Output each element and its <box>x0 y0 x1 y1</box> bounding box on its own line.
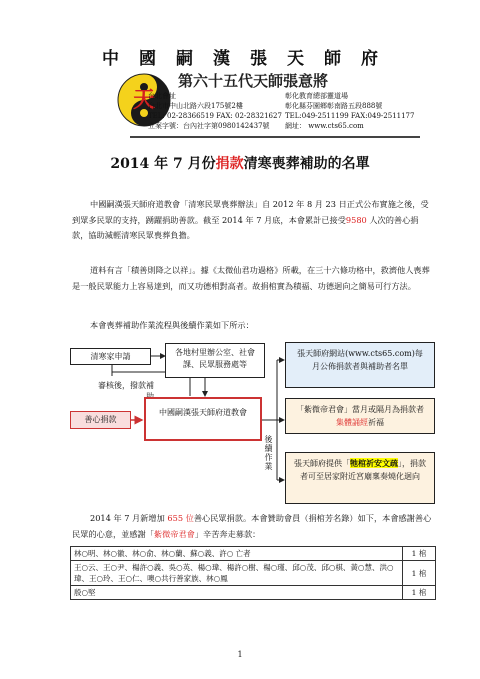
donor-table <box>70 546 436 600</box>
tablet-text: 張天師府提供「 <box>294 459 350 468</box>
address-line: TEL:049-2511199 FAX:049-2511177 <box>285 112 415 120</box>
center-box: 中國嗣漢張天師府道教會 <box>144 397 262 441</box>
ziwei-name: 紫微帝君會 <box>153 528 195 539</box>
donor-count: 1 棺 <box>403 586 436 600</box>
website-line[interactable]: 網址： www.cts65.com <box>285 122 364 130</box>
address-line: 彰化縣芬園鄉彰南路五段888號 <box>285 102 383 110</box>
master-subtitle: 第六十五代天師張意將 <box>178 72 329 90</box>
para1-text-end: 人次的善心捐款，協助減輕清寒民眾喪葬負擔。 <box>72 214 419 240</box>
address-line: 台北會址 <box>148 92 176 100</box>
address-line: TEL: 02-28366519 FAX: 02-28321627 <box>148 112 282 120</box>
ziwei-red: 集體誦經 <box>336 418 368 427</box>
para4-text: 2014 年 7 月新增加 <box>90 513 168 523</box>
offices-box: 各地村里辦公室、社會課、民眾服務處等 <box>165 343 265 378</box>
page-number: 1 <box>237 650 243 659</box>
tablet-bold: 牠棺祈安文疏 <box>350 458 398 468</box>
ziwei-text: 「紫微帝君會」當月或隔月為捐款者 <box>296 405 424 414</box>
donor-names: 王○云、王○尹、楊許○義、吳○英、楊○瑋、楊許○樹、楊○瑾、邱○茂、邱○棋、黃○慧、洪○瑋、王○玲、王○仁、噢○共行善家族、林○鳳 <box>71 561 403 586</box>
org-title: 中國嗣漢張天師府 <box>102 49 398 69</box>
table-row <box>71 586 436 600</box>
table-row <box>71 547 436 561</box>
para3-text: 本會喪葬補助作業流程與後續作業如下所示： <box>90 320 254 330</box>
address-line: 立案字號：台內社字第0980142437號 <box>148 122 270 130</box>
title-highlight: 捐款 <box>215 156 244 172</box>
title-suffix: 清寒喪葬補助的名單 <box>243 156 370 172</box>
donor-names: 林○明、林○徽、林○俞、林○蘭、蘇○義、許○ 亡者 <box>71 547 403 561</box>
donor-count: 1 棺 <box>403 547 436 561</box>
followup-label: 後續作業 <box>264 435 273 471</box>
tablet-box <box>285 452 435 504</box>
title-prefix: 2014 年 7 月份 <box>110 156 216 172</box>
address-line: 彰化教育總部靈道場 <box>285 92 348 100</box>
address-line: 台北市中山北路六段175號2樓 <box>148 102 243 110</box>
para1-text: 中國嗣漢張天師府道教會「清寒民眾喪葬辦法」自 2012 年 8 月 23 日正式公布實施之後，受到眾多民眾的支持，踴躍捐助善款。截至 2014 年 7 月底，本會累計已接受 <box>72 199 429 225</box>
applicant-box: 清寒家申請 <box>70 348 151 365</box>
donor-names: 殷○堅 <box>71 586 403 600</box>
table-row <box>71 561 436 586</box>
tablet-end: 」，捐款者可至居家附近宮廟稟奏燒化迴向 <box>300 459 426 481</box>
review-label: 審核後，撥款補 <box>98 381 154 390</box>
donor-count: 1 棺 <box>403 561 436 586</box>
ziwei-box <box>285 398 435 434</box>
para4-text-end: 」辛苦奔走募款： <box>194 528 261 539</box>
para4-text-mid: 善心民眾捐款。本會贊助會員（捐棺芳名錄）如下，本會感謝善心民眾的心意，並感謝「 <box>72 513 432 539</box>
new-donor-count: 655 位 <box>167 513 194 523</box>
donor-box: 善心捐款 <box>70 411 131 429</box>
website-box: 張天師府網站(www.cts65.com)每月公佈捐款者與補助者名單 <box>285 342 435 388</box>
para2-text: 道料有言「積善則降之以祥」。據《太微仙君功過格》所載，在三十六條功格中，救濟他人喪葬是一般民眾能力上容易達到，而又功德相對高者。故捐棺實為積福、功德迴向之簡易可行方法。 <box>72 265 430 291</box>
new-donors-paragraph <box>72 511 432 542</box>
donation-count: 9580 <box>345 214 367 225</box>
logo-glyph: 天 <box>132 87 156 113</box>
ziwei-end: 祈福 <box>368 418 384 427</box>
